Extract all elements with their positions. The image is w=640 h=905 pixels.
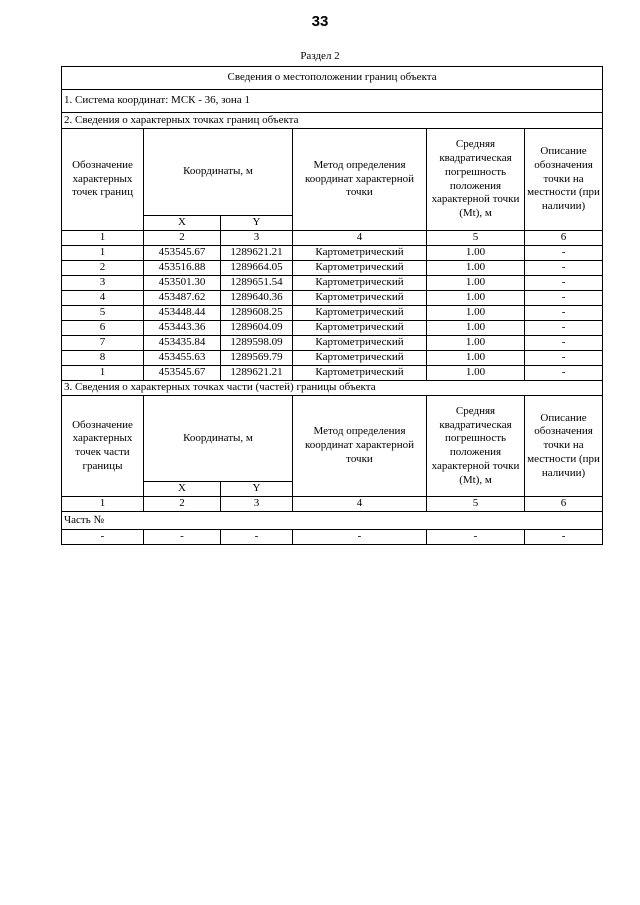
header-accuracy: Средняя квадратическая погрешность положения характерной точки (Mt), м: [427, 396, 525, 497]
table-title: Сведения о местоположении границ объекта: [62, 67, 603, 90]
table-row: [62, 351, 603, 366]
col-number: 4: [293, 231, 427, 246]
header-method: Метод определения координат характерной точки: [293, 396, 427, 497]
accuracy: 1.00: [427, 336, 525, 351]
header-method: Метод определения координат характерной точки: [293, 129, 427, 231]
accuracy: 1.00: [427, 246, 525, 261]
point-number: -: [62, 530, 144, 545]
section2-heading-row: [62, 113, 603, 129]
header-description: Описание обозначения точки на местности (при наличии): [525, 396, 603, 497]
description: -: [525, 261, 603, 276]
accuracy: 1.00: [427, 291, 525, 306]
table-row: [62, 276, 603, 291]
col-number: 6: [525, 497, 603, 512]
coord-y: 1289604.09: [221, 321, 293, 336]
section2-points: [62, 246, 603, 381]
coord-x: 453448.44: [144, 306, 221, 321]
col-number: 4: [293, 497, 427, 512]
accuracy: 1.00: [427, 261, 525, 276]
section3-body: [62, 381, 603, 530]
section2-heading: 2. Сведения о характерных точках границ объекта: [62, 113, 603, 129]
table-row: [62, 246, 603, 261]
col-number: 6: [525, 231, 603, 246]
header-y: Y: [221, 216, 293, 231]
point-number: 6: [62, 321, 144, 336]
boundary-table-body: [62, 67, 603, 246]
point-number: 7: [62, 336, 144, 351]
section2-header-row: [62, 129, 603, 216]
coord-x: 453516.88: [144, 261, 221, 276]
table-row: [62, 336, 603, 351]
col-number: 1: [62, 231, 144, 246]
boundary-table: [61, 66, 603, 545]
method: Картометрический: [293, 351, 427, 366]
description: -: [525, 321, 603, 336]
accuracy: 1.00: [427, 306, 525, 321]
coord-x: 453455.63: [144, 351, 221, 366]
col-number: 1: [62, 497, 144, 512]
part-label: Часть №: [62, 512, 603, 530]
coord-y: 1289664.05: [221, 261, 293, 276]
coord-x: 453545.67: [144, 246, 221, 261]
method: Картометрический: [293, 366, 427, 381]
coord-x: 453545.67: [144, 366, 221, 381]
description: -: [525, 351, 603, 366]
point-number: 5: [62, 306, 144, 321]
header-coordinates: Координаты, м: [144, 129, 293, 216]
description: -: [525, 246, 603, 261]
method: -: [293, 530, 427, 545]
accuracy: 1.00: [427, 351, 525, 366]
coord-x: -: [144, 530, 221, 545]
table-row: [62, 291, 603, 306]
accuracy: -: [427, 530, 525, 545]
method: Картометрический: [293, 291, 427, 306]
description: -: [525, 306, 603, 321]
col-number: 3: [221, 231, 293, 246]
section3-heading-row: [62, 381, 603, 396]
description: -: [525, 291, 603, 306]
point-number: 2: [62, 261, 144, 276]
header-x: X: [144, 482, 221, 497]
method: Картометрический: [293, 321, 427, 336]
header-description: Описание обозначения точки на местности (при наличии): [525, 129, 603, 231]
method: Картометрический: [293, 306, 427, 321]
col-number: 5: [427, 231, 525, 246]
coord-y: 1289569.79: [221, 351, 293, 366]
header-coordinates: Координаты, м: [144, 396, 293, 482]
accuracy: 1.00: [427, 366, 525, 381]
page-number: 33: [311, 13, 329, 30]
table-row: [62, 321, 603, 336]
coord-y: 1289640.36: [221, 291, 293, 306]
coord-y: 1289621.21: [221, 366, 293, 381]
section3-heading: 3. Сведения о характерных точках части (частей) границы объекта: [62, 381, 603, 396]
header-designation: Обозначение характерных точек границ: [62, 129, 144, 231]
point-number: 1: [62, 246, 144, 261]
table-row: [62, 530, 603, 545]
coordinate-system: 1. Система координат: МСК - 36, зона 1: [62, 90, 603, 113]
description: -: [525, 336, 603, 351]
section3-col-numbers-row: [62, 497, 603, 512]
description: -: [525, 276, 603, 291]
method: Картометрический: [293, 336, 427, 351]
description: -: [525, 530, 603, 545]
header-y: Y: [221, 482, 293, 497]
coord-x: 453435.84: [144, 336, 221, 351]
point-number: 8: [62, 351, 144, 366]
part-label-row: [62, 512, 603, 530]
method: Картометрический: [293, 276, 427, 291]
coordinate-system-row: [62, 90, 603, 113]
col-number: 2: [144, 231, 221, 246]
method: Картометрический: [293, 261, 427, 276]
table-row: [62, 366, 603, 381]
section-label: Раздел 2: [300, 50, 340, 62]
coord-y: 1289608.25: [221, 306, 293, 321]
table-row: [62, 261, 603, 276]
col-number: 5: [427, 497, 525, 512]
coord-y: 1289621.21: [221, 246, 293, 261]
coord-x: 453487.62: [144, 291, 221, 306]
description: -: [525, 366, 603, 381]
method: Картометрический: [293, 246, 427, 261]
section3-points: [62, 530, 603, 545]
coord-x: 453443.36: [144, 321, 221, 336]
coord-y: 1289598.09: [221, 336, 293, 351]
col-number: 3: [221, 497, 293, 512]
coord-x: 453501.30: [144, 276, 221, 291]
coord-y: -: [221, 530, 293, 545]
header-x: X: [144, 216, 221, 231]
col-number: 2: [144, 497, 221, 512]
section2-col-numbers-row: [62, 231, 603, 246]
point-number: 4: [62, 291, 144, 306]
table-row: [62, 306, 603, 321]
point-number: 1: [62, 366, 144, 381]
header-accuracy: Средняя квадратическая погрешность положения характерной точки (Mt), м: [427, 129, 525, 231]
accuracy: 1.00: [427, 321, 525, 336]
table-title-row: [62, 67, 603, 90]
section3-header-row: [62, 396, 603, 482]
point-number: 3: [62, 276, 144, 291]
accuracy: 1.00: [427, 276, 525, 291]
coord-y: 1289651.54: [221, 276, 293, 291]
header-designation: Обозначение характерных точек части границы: [62, 396, 144, 497]
